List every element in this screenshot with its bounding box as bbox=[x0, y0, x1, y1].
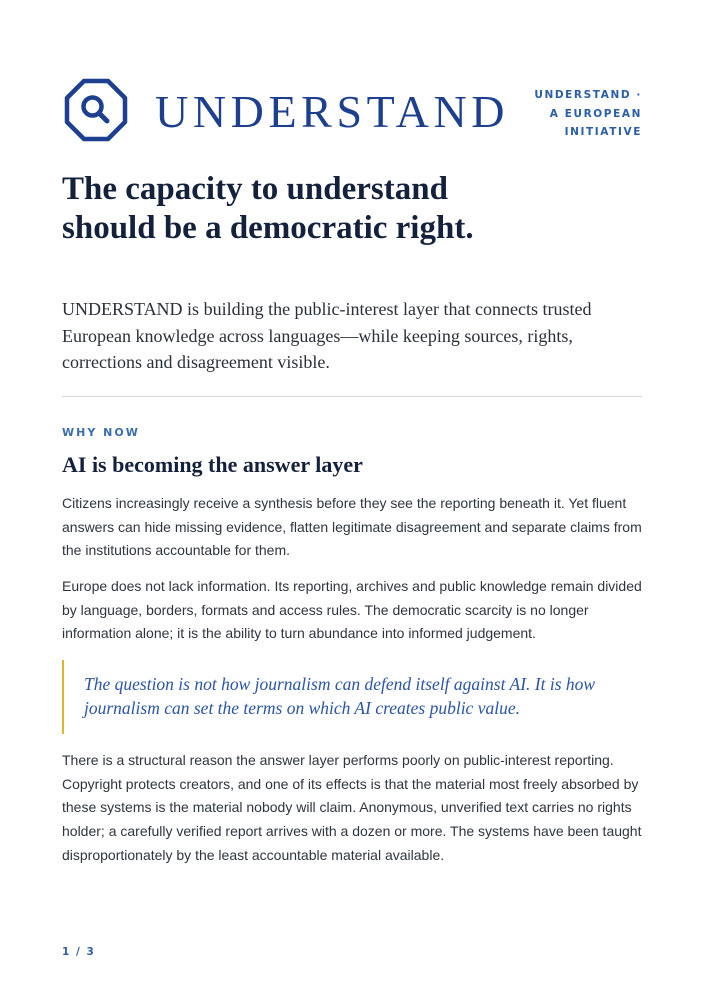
pull-quote bbox=[62, 660, 622, 734]
search-magnifier-octagon-icon bbox=[64, 78, 128, 142]
body-paragraph: Europe does not lack information. Its reporting, archives and public knowledge remain divided by language, borders, formats and access rules. The democratic scarcity is no longer information alone; it is the ability to turn abundance into informed judgement. bbox=[62, 578, 642, 642]
body-paragraph: There is a structural reason the answer layer performs poorly on public-interest reporting. Copyright protects creators, and one of its effects is that the material most freely absorbed by these systems is the material nobody will claim. Anonymous, unverified text carries no rights holder; a carefully verified report arrives with a dozen or more. The systems have been taught disproportionately by the least accountable material available. bbox=[62, 752, 642, 863]
brand-tagline bbox=[482, 86, 642, 142]
tagline-line: A EUROPEAN bbox=[549, 107, 642, 120]
body-paragraph: Citizens increasingly receive a synthesis before they see the reporting beneath it. Yet fluent answers can hide missing evidence, flatten legitimate disagreement and separate claims from the institutions accountable for them. bbox=[62, 495, 642, 559]
tagline-line: UNDERSTAND · bbox=[534, 89, 642, 101]
page-number: 1 / 3 bbox=[62, 946, 96, 958]
section-title: AI is becoming the answer layer bbox=[62, 452, 363, 477]
page-headline: The capacity to understand should be a democratic right. bbox=[62, 171, 474, 246]
lead-paragraph: UNDERSTAND is building the public-interest layer that connects trusted European knowledge across languages—while keeping sources, rights, corrections and disagreement visible. bbox=[62, 299, 592, 372]
section-eyebrow: WHY NOW bbox=[62, 426, 140, 439]
tagline-line: INITIATIVE bbox=[564, 126, 642, 138]
pull-quote-text: The question is not how journalism can defend itself against AI. It is how journalism can set the terms on which AI creates public value. bbox=[84, 674, 596, 718]
brand-wordmark: UNDERSTAND bbox=[155, 86, 510, 137]
section-divider bbox=[62, 396, 642, 397]
